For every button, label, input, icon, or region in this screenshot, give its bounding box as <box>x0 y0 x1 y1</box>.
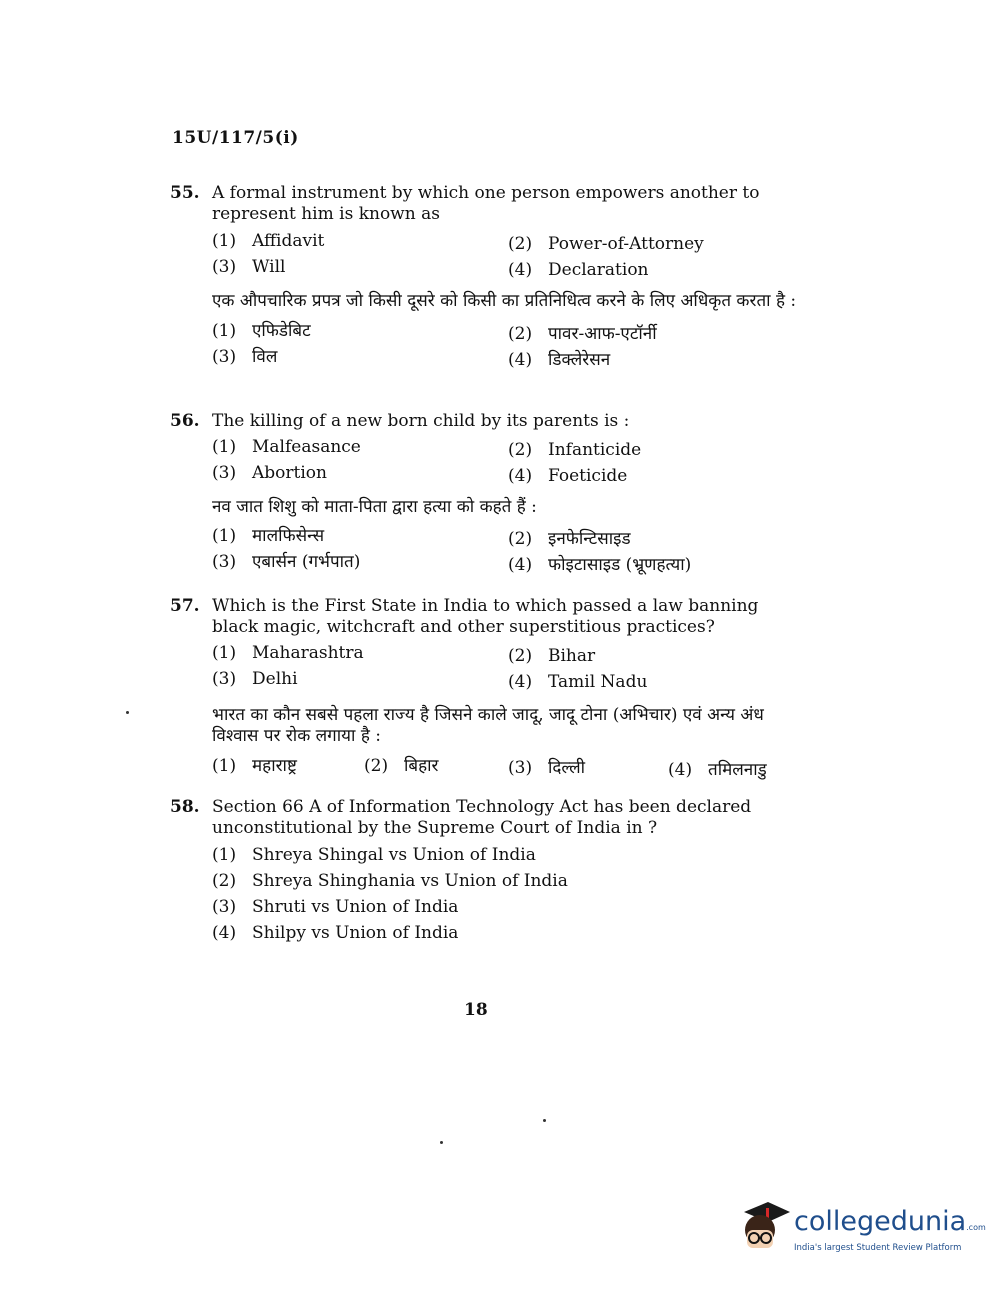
options <box>212 231 810 287</box>
hindi-option-1: (1) महाराष्ट्र <box>212 756 297 776</box>
hindi-options <box>212 523 810 579</box>
option-4: (4) Shilpy vs Union of India <box>212 923 459 943</box>
hindi-options <box>212 753 810 783</box>
scan-speck <box>440 1141 443 1144</box>
hindi-option-3: (3) दिल्ली <box>508 758 586 778</box>
question-text-hindi: भारत का कौन सबसे पहला राज्य है जिसने काले जादू, जादू टोना (अभिचार) एवं अन्य अंध विश्वास पर रोक लगाया है : <box>212 705 764 746</box>
scan-speck <box>543 1119 546 1122</box>
question-number: 56. <box>170 411 200 431</box>
collegedunia-logo[interactable] <box>738 1198 986 1258</box>
hindi-option-3: (3) एबार्सन (गर्भपात) <box>212 552 361 572</box>
option-1: (1) Shreya Shingal vs Union of India <box>212 845 536 865</box>
question-number: 58. <box>170 797 200 817</box>
option-3: (3) Abortion <box>212 463 327 483</box>
option-4: (4) Foeticide <box>508 466 628 486</box>
hindi-option-2: (2) बिहार <box>364 756 439 776</box>
hindi-option-2: (2) पावर-आफ-एटॉर्नी <box>508 324 657 344</box>
page-code: 15U/117/5(i) <box>172 128 299 148</box>
hindi-option-3: (3) विल <box>212 347 278 367</box>
question-58 <box>170 797 810 949</box>
question-text-hindi: नव जात शिशु को माता-पिता द्वारा हत्या को कहते हैं : <box>212 497 537 517</box>
option-4: (4) Tamil Nadu <box>508 672 648 692</box>
question-55 <box>170 183 810 374</box>
option-3: (3) Shruti vs Union of India <box>212 897 459 917</box>
mascot-icon <box>738 1198 790 1256</box>
option-1: (1) Malfeasance <box>212 437 361 457</box>
question-number: 57. <box>170 596 200 616</box>
page-number: 18 <box>464 1000 488 1020</box>
question-text: The killing of a new born child by its parents is : <box>212 411 630 431</box>
option-3: (3) Will <box>212 257 286 277</box>
logo-tagline: India's largest Student Review Platform <box>794 1243 962 1253</box>
question-text: Section 66 A of Information Technology Act has been declared unconstitutional by the Supreme Court of India in ? <box>212 797 752 838</box>
hindi-option-2: (2) इनफेन्टिसाइड <box>508 529 631 549</box>
question-56 <box>170 411 810 579</box>
hindi-option-1: (1) एफिडेबिट <box>212 321 311 341</box>
question-text-hindi: एक औपचारिक प्रपत्र जो किसी दूसरे को किसी का प्रतिनिधित्व करने के लिए अधिकृत करता है : <box>212 291 797 311</box>
hindi-option-4: (4) फोइटासाइड (भ्रूणहत्या) <box>508 555 692 575</box>
hindi-options <box>212 318 810 374</box>
question-text: A formal instrument by which one person empowers another to represent him is known as <box>212 183 760 224</box>
option-2: (2) Power-of-Attorney <box>508 234 704 254</box>
hindi-option-4: (4) डिक्लेरेसन <box>508 350 611 370</box>
option-3: (3) Delhi <box>212 669 298 689</box>
option-2: (2) Shreya Shinghania vs Union of India <box>212 871 568 891</box>
option-1: (1) Affidavit <box>212 231 325 251</box>
option-2: (2) Bihar <box>508 646 596 666</box>
options <box>212 643 810 699</box>
question-57 <box>170 596 810 783</box>
options <box>212 437 810 493</box>
question-number: 55. <box>170 183 200 203</box>
logo-wordmark: collegedunia.com <box>794 1206 986 1237</box>
options <box>212 845 810 949</box>
option-1: (1) Maharashtra <box>212 643 364 663</box>
option-4: (4) Declaration <box>508 260 649 280</box>
hindi-option-1: (1) मालफिसेन्स <box>212 526 325 546</box>
scan-speck <box>126 711 129 714</box>
question-text: Which is the First State in India to which passed a law banning black magic, witchcraft and other superstitious practices? <box>212 596 759 637</box>
hindi-option-4: (4) तमिलनाडु <box>668 760 767 780</box>
option-2: (2) Infanticide <box>508 440 642 460</box>
